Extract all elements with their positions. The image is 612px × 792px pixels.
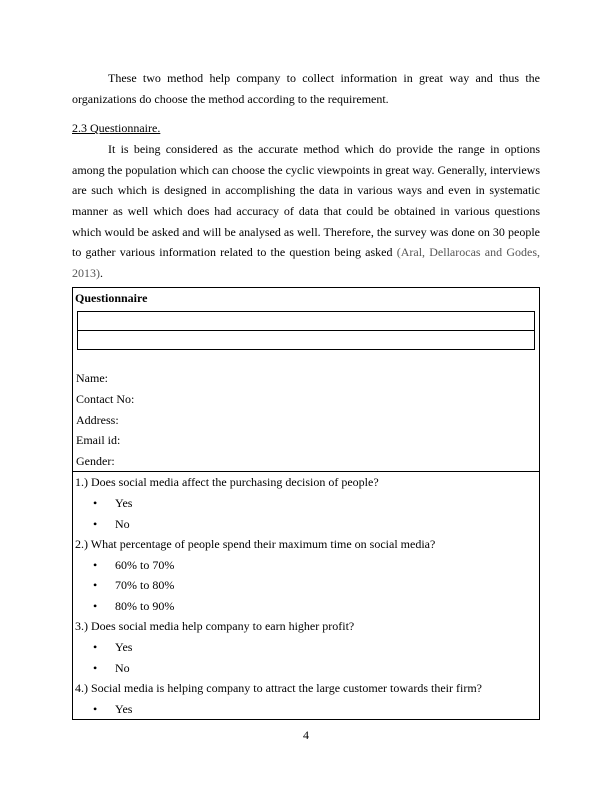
- section-paragraph-text: It is being considered as the accurate method which do provide the range in options among the population which can choose the cyclic viewpoints in great way. Generally, interviews are such which is designed in accomplishing the data in various ways and even in systematic manner as well which does had accuracy of data that could be obtained in various questions which would be asked and will be analysed as well. Therefore, the survey was done on 30 people to gather various information related to the question being asked: [72, 142, 540, 260]
- bullet-icon: •: [93, 495, 98, 510]
- option: [75, 658, 537, 679]
- bullet-icon: •: [93, 640, 98, 655]
- option: [75, 493, 537, 514]
- option: [75, 575, 537, 596]
- citation: (Aral, Dellarocas and Godes, 2013): [72, 245, 540, 280]
- question-3: 3.) Does social media help company to earn higher profit?: [75, 619, 355, 634]
- option-label: 70% to 80%: [115, 578, 175, 593]
- bullet-icon: •: [93, 598, 98, 613]
- option-label: Yes: [115, 701, 133, 716]
- field-gender: Gender:: [76, 453, 115, 468]
- option: [75, 699, 537, 720]
- option: [75, 596, 537, 617]
- question-1: 1.) Does social media affect the purchasing decision of people?: [75, 475, 379, 490]
- section-heading: 2.3 Questionnaire.: [72, 121, 161, 136]
- blank-row: [77, 311, 535, 331]
- questionnaire-header: [73, 288, 539, 471]
- option-label: No: [115, 660, 130, 675]
- option-label: 80% to 90%: [115, 598, 175, 613]
- field-email: Email id:: [76, 433, 121, 448]
- field-address: Address:: [76, 412, 119, 427]
- respondent-fields: [75, 368, 537, 471]
- field-name: Name:: [76, 371, 108, 386]
- option: [75, 514, 537, 535]
- option-label: Yes: [115, 640, 133, 655]
- document-page: [72, 68, 540, 720]
- page-number: 4: [303, 728, 309, 742]
- blank-row: [77, 331, 535, 350]
- bullet-icon: •: [93, 557, 98, 572]
- field-contact: Contact No:: [76, 391, 135, 406]
- intro-paragraph: These two method help company to collect information in great way and thus the organizations do choose the method according to the requirement.: [72, 71, 540, 106]
- option-label: Yes: [115, 495, 133, 510]
- question-2: 2.) What percentage of people spend their maximum time on social media?: [75, 537, 436, 552]
- option-label: No: [115, 516, 130, 531]
- section-paragraph: [72, 139, 540, 283]
- bullet-icon: •: [93, 578, 98, 593]
- citation-tail: .: [100, 265, 103, 280]
- option-label: 60% to 70%: [115, 557, 175, 572]
- bullet-icon: •: [93, 660, 98, 675]
- question-list: [73, 471, 539, 719]
- option: [75, 637, 537, 658]
- questionnaire-box: [72, 287, 540, 720]
- bullet-icon: •: [93, 701, 98, 716]
- bullet-icon: •: [93, 516, 98, 531]
- questionnaire-title: Questionnaire: [75, 291, 148, 306]
- question-4: 4.) Social media is helping company to attract the large customer towards their firm?: [75, 681, 482, 696]
- option: [75, 555, 537, 576]
